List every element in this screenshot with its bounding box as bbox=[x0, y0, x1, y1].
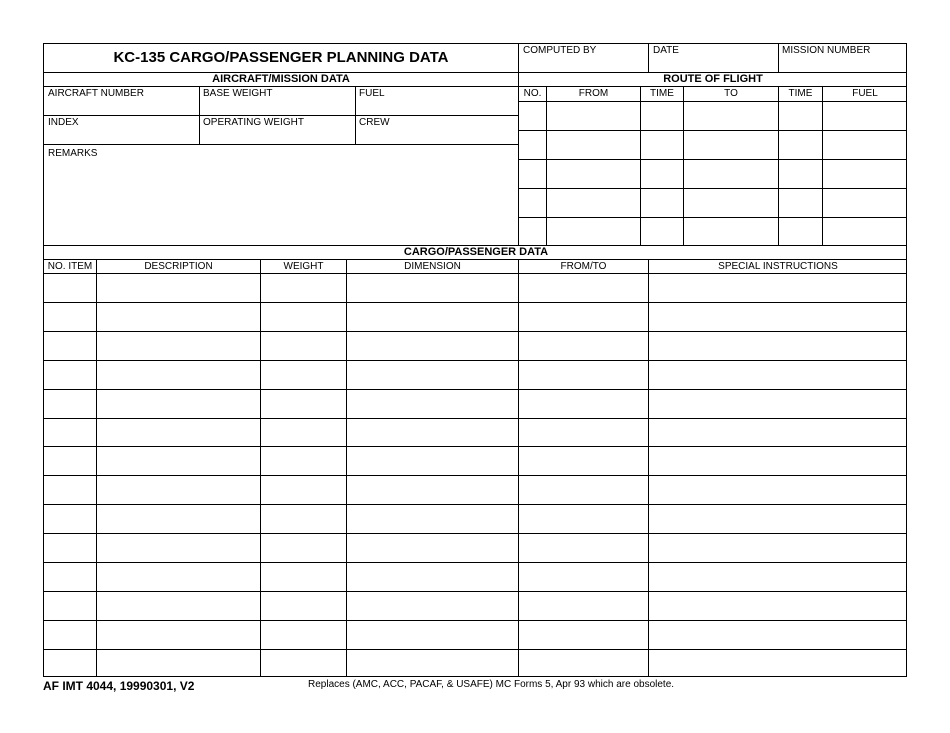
form-id: AF IMT 4044, 19990301, V2 bbox=[43, 679, 195, 693]
cargo-cell-from-to[interactable] bbox=[519, 621, 648, 648]
cargo-cell-no-item[interactable] bbox=[45, 650, 96, 677]
cargo-cell-description[interactable] bbox=[97, 650, 260, 677]
cargo-cell-weight[interactable] bbox=[261, 621, 346, 648]
cargo-cell-description[interactable] bbox=[97, 419, 260, 446]
divider bbox=[648, 43, 649, 73]
cargo-cell-description[interactable] bbox=[97, 476, 260, 503]
cargo-cell-dimension[interactable] bbox=[347, 621, 518, 648]
cargo-cell-no-item[interactable] bbox=[45, 476, 96, 503]
cargo-cell-weight[interactable] bbox=[261, 419, 346, 446]
cargo-col-from-to: FROM/TO bbox=[560, 261, 607, 272]
cargo-passenger-heading: CARGO/PASSENGER DATA bbox=[403, 246, 549, 258]
cargo-cell-special-instructions[interactable] bbox=[649, 650, 906, 677]
route-col-fuel: FUEL bbox=[852, 88, 878, 99]
aircraft-mission-heading: AIRCRAFT/MISSION DATA bbox=[212, 73, 350, 85]
route-cell-time[interactable] bbox=[641, 218, 683, 246]
cargo-cell-weight[interactable] bbox=[261, 563, 346, 590]
cargo-col-weight: WEIGHT bbox=[283, 261, 324, 272]
computed-by-field[interactable] bbox=[520, 58, 646, 72]
cargo-cell-weight[interactable] bbox=[261, 534, 346, 561]
cargo-cell-no-item[interactable] bbox=[45, 505, 96, 532]
cargo-cell-no-item[interactable] bbox=[45, 332, 96, 359]
cargo-cell-dimension[interactable] bbox=[347, 592, 518, 619]
route-cell-time-2[interactable] bbox=[779, 131, 822, 159]
cargo-cell-from-to[interactable] bbox=[519, 332, 648, 359]
route-col-to: TO bbox=[724, 88, 738, 99]
cargo-cell-dimension[interactable] bbox=[347, 505, 518, 532]
route-cell-time-2[interactable] bbox=[779, 189, 822, 217]
divider bbox=[43, 115, 518, 116]
route-cell-fuel[interactable] bbox=[823, 131, 907, 159]
remarks-label: REMARKS bbox=[48, 148, 98, 159]
cargo-cell-from-to[interactable] bbox=[519, 361, 648, 388]
cargo-cell-from-to[interactable] bbox=[519, 534, 648, 561]
cargo-cell-from-to[interactable] bbox=[519, 563, 648, 590]
cargo-cell-dimension[interactable] bbox=[347, 447, 518, 474]
cargo-cell-special-instructions[interactable] bbox=[649, 303, 906, 330]
route-cell-to[interactable] bbox=[684, 131, 778, 159]
route-cell-fuel[interactable] bbox=[823, 102, 907, 130]
route-cell-to[interactable] bbox=[684, 218, 778, 246]
divider bbox=[43, 144, 518, 145]
cargo-cell-no-item[interactable] bbox=[45, 419, 96, 446]
cargo-col-dimension: DIMENSION bbox=[404, 261, 461, 272]
cargo-cell-no-item[interactable] bbox=[45, 563, 96, 590]
route-cell-from[interactable] bbox=[547, 102, 640, 130]
route-cell-time[interactable] bbox=[641, 131, 683, 159]
cargo-cell-from-to[interactable] bbox=[519, 274, 648, 301]
operating-weight-label: OPERATING WEIGHT bbox=[203, 117, 304, 128]
cargo-cell-dimension[interactable] bbox=[347, 650, 518, 677]
remarks-field[interactable] bbox=[45, 162, 516, 244]
route-cell-from[interactable] bbox=[547, 189, 640, 217]
cargo-cell-weight[interactable] bbox=[261, 592, 346, 619]
aircraft-number-field[interactable] bbox=[45, 100, 197, 114]
cargo-cell-from-to[interactable] bbox=[519, 447, 648, 474]
cargo-cell-description[interactable] bbox=[97, 563, 260, 590]
cargo-cell-special-instructions[interactable] bbox=[649, 390, 906, 417]
cargo-cell-weight[interactable] bbox=[261, 361, 346, 388]
crew-label: CREW bbox=[359, 117, 390, 128]
cargo-cell-special-instructions[interactable] bbox=[649, 447, 906, 474]
cargo-cell-description[interactable] bbox=[97, 534, 260, 561]
route-cell-fuel[interactable] bbox=[823, 189, 907, 217]
cargo-cell-description[interactable] bbox=[97, 332, 260, 359]
index-label: INDEX bbox=[48, 117, 79, 128]
route-col-time: TIME bbox=[650, 88, 674, 99]
cargo-cell-no-item[interactable] bbox=[45, 534, 96, 561]
cargo-cell-weight[interactable] bbox=[261, 303, 346, 330]
route-cell-to[interactable] bbox=[684, 160, 778, 188]
cargo-cell-special-instructions[interactable] bbox=[649, 621, 906, 648]
cargo-cell-dimension[interactable] bbox=[347, 419, 518, 446]
route-cell-no[interactable] bbox=[519, 160, 546, 188]
route-cell-no[interactable] bbox=[519, 189, 546, 217]
cargo-cell-no-item[interactable] bbox=[45, 621, 96, 648]
form-title: KC-135 CARGO/PASSENGER PLANNING DATA bbox=[113, 49, 449, 66]
cargo-cell-from-to[interactable] bbox=[519, 592, 648, 619]
route-of-flight-heading: ROUTE OF FLIGHT bbox=[663, 73, 763, 85]
cargo-cell-from-to[interactable] bbox=[519, 390, 648, 417]
obsolete-note: Replaces (AMC, ACC, PACAF, & USAFE) MC Forms 5, Apr 93 which are obsolete. bbox=[308, 679, 675, 690]
base-weight-field[interactable] bbox=[201, 100, 353, 114]
cargo-cell-weight[interactable] bbox=[261, 505, 346, 532]
cargo-col-no-item: NO. ITEM bbox=[47, 261, 93, 272]
route-cell-time[interactable] bbox=[641, 160, 683, 188]
cargo-cell-weight[interactable] bbox=[261, 332, 346, 359]
route-cell-to[interactable] bbox=[684, 102, 778, 130]
cargo-cell-description[interactable] bbox=[97, 274, 260, 301]
cargo-cell-special-instructions[interactable] bbox=[649, 419, 906, 446]
cargo-cell-weight[interactable] bbox=[261, 476, 346, 503]
cargo-cell-from-to[interactable] bbox=[519, 505, 648, 532]
cargo-cell-weight[interactable] bbox=[261, 390, 346, 417]
cargo-cell-description[interactable] bbox=[97, 621, 260, 648]
cargo-cell-description[interactable] bbox=[97, 592, 260, 619]
cargo-cell-special-instructions[interactable] bbox=[649, 563, 906, 590]
cargo-cell-description[interactable] bbox=[97, 390, 260, 417]
fuel-label: FUEL bbox=[359, 88, 385, 99]
date-label: DATE bbox=[653, 45, 679, 56]
route-cell-time[interactable] bbox=[641, 189, 683, 217]
cargo-cell-dimension[interactable] bbox=[347, 534, 518, 561]
cargo-cell-dimension[interactable] bbox=[347, 332, 518, 359]
cargo-cell-special-instructions[interactable] bbox=[649, 361, 906, 388]
cargo-cell-from-to[interactable] bbox=[519, 303, 648, 330]
cargo-cell-no-item[interactable] bbox=[45, 390, 96, 417]
cargo-cell-from-to[interactable] bbox=[519, 650, 648, 677]
cargo-cell-weight[interactable] bbox=[261, 650, 346, 677]
cargo-cell-special-instructions[interactable] bbox=[649, 534, 906, 561]
cargo-cell-dimension[interactable] bbox=[347, 274, 518, 301]
cargo-cell-special-instructions[interactable] bbox=[649, 476, 906, 503]
divider bbox=[43, 259, 907, 260]
operating-weight-field[interactable] bbox=[201, 129, 353, 143]
fuel-field[interactable] bbox=[357, 100, 516, 114]
route-cell-no[interactable] bbox=[519, 218, 546, 246]
cargo-cell-from-to[interactable] bbox=[519, 476, 648, 503]
cargo-cell-dimension[interactable] bbox=[347, 390, 518, 417]
cargo-cell-special-instructions[interactable] bbox=[649, 592, 906, 619]
route-cell-time-2[interactable] bbox=[779, 160, 822, 188]
computed-by-label: COMPUTED BY bbox=[523, 45, 597, 56]
mission-number-field[interactable] bbox=[780, 58, 905, 72]
cargo-cell-weight[interactable] bbox=[261, 447, 346, 474]
base-weight-label: BASE WEIGHT bbox=[203, 88, 273, 99]
cargo-cell-from-to[interactable] bbox=[519, 419, 648, 446]
cargo-col-special-instructions: SPECIAL INSTRUCTIONS bbox=[718, 261, 838, 272]
cargo-cell-no-item[interactable] bbox=[45, 361, 96, 388]
route-col-time-2: TIME bbox=[788, 88, 813, 99]
route-cell-from[interactable] bbox=[547, 131, 640, 159]
cargo-cell-dimension[interactable] bbox=[347, 303, 518, 330]
divider bbox=[778, 43, 779, 73]
mission-number-label: MISSION NUMBER bbox=[782, 45, 871, 56]
cargo-cell-description[interactable] bbox=[97, 361, 260, 388]
cargo-cell-special-instructions[interactable] bbox=[649, 332, 906, 359]
cargo-cell-no-item[interactable] bbox=[45, 447, 96, 474]
cargo-cell-dimension[interactable] bbox=[347, 361, 518, 388]
route-col-from: FROM bbox=[578, 88, 609, 99]
route-cell-from[interactable] bbox=[547, 218, 640, 246]
aircraft-number-label: AIRCRAFT NUMBER bbox=[48, 88, 144, 99]
cargo-cell-description[interactable] bbox=[97, 447, 260, 474]
cargo-cell-dimension[interactable] bbox=[347, 476, 518, 503]
route-cell-from[interactable] bbox=[547, 160, 640, 188]
route-cell-time-2[interactable] bbox=[779, 102, 822, 130]
route-cell-no[interactable] bbox=[519, 131, 546, 159]
date-field[interactable] bbox=[650, 58, 776, 72]
index-field[interactable] bbox=[45, 129, 197, 143]
route-cell-time-2[interactable] bbox=[779, 218, 822, 246]
route-col-no: NO. bbox=[523, 88, 542, 99]
cargo-cell-description[interactable] bbox=[97, 303, 260, 330]
cargo-cell-dimension[interactable] bbox=[347, 563, 518, 590]
cargo-cell-weight[interactable] bbox=[261, 274, 346, 301]
cargo-cell-special-instructions[interactable] bbox=[649, 274, 906, 301]
route-cell-fuel[interactable] bbox=[823, 218, 907, 246]
cargo-col-description: DESCRIPTION bbox=[144, 261, 213, 272]
cargo-cell-no-item[interactable] bbox=[45, 274, 96, 301]
cargo-cell-no-item[interactable] bbox=[45, 592, 96, 619]
route-cell-no[interactable] bbox=[519, 102, 546, 130]
crew-field[interactable] bbox=[357, 129, 516, 143]
route-cell-to[interactable] bbox=[684, 189, 778, 217]
cargo-cell-special-instructions[interactable] bbox=[649, 505, 906, 532]
cargo-cell-description[interactable] bbox=[97, 505, 260, 532]
cargo-cell-no-item[interactable] bbox=[45, 303, 96, 330]
route-cell-time[interactable] bbox=[641, 102, 683, 130]
route-cell-fuel[interactable] bbox=[823, 160, 907, 188]
